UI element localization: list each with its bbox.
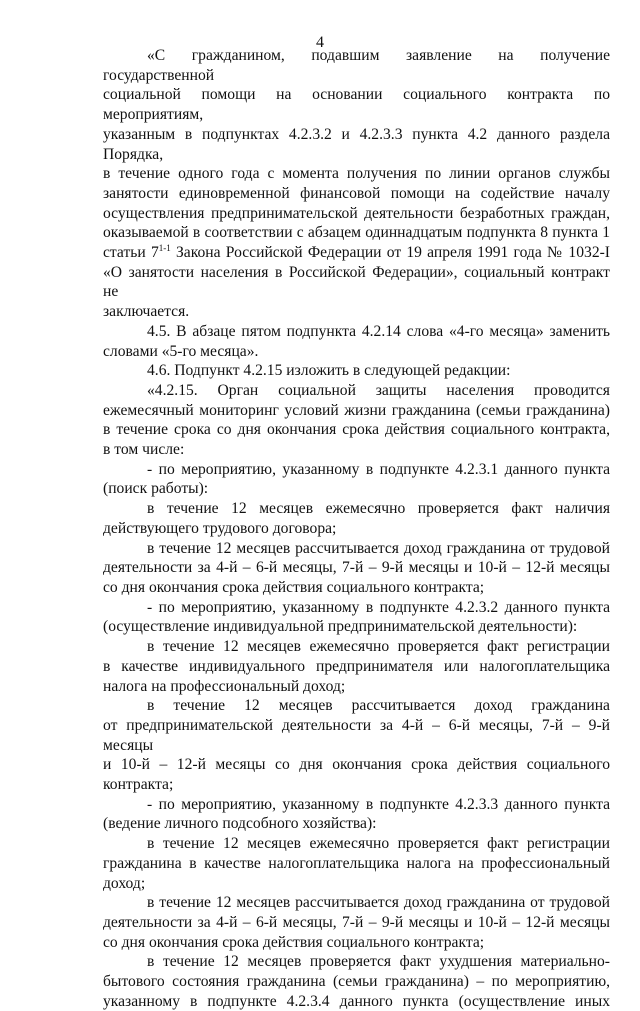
text-line: деятельности за 4-й – 6-й месяцы, 7-й – 9-й месяцы и 10-й – 12-й месяцы	[103, 559, 610, 577]
list-item	[103, 460, 610, 499]
list-item	[103, 696, 610, 795]
paragraph-4-6	[103, 361, 610, 381]
law-article: статьи 7	[103, 244, 159, 262]
text-line: в течение 12 месяцев ежемесячно проверяется факт регистрации	[147, 638, 610, 656]
law-article-superscript: 1-1	[158, 242, 171, 253]
list-item	[103, 952, 610, 1011]
text-line: «О занятости населения в Российской Федерации», социальный контракт не	[103, 263, 610, 301]
text-line: со дня окончания срока действия социального контракта;	[103, 933, 485, 951]
text-line: занятости единовременной финансовой помощи на содействие началу	[103, 184, 610, 202]
text-line: - по мероприятию, указанному в подпункте 4.2.3.3 данного пункта	[147, 795, 610, 813]
text-line: «С гражданином, подавшим заявление на получение государственной	[103, 47, 610, 84]
text-line: и 10-й – 12-й месяцы со дня окончания срока действия социального	[103, 756, 610, 774]
list-item	[103, 598, 610, 637]
word: гражданина	[531, 697, 610, 715]
text-line: словами «5-го месяца».	[103, 342, 259, 360]
law-reference-line	[103, 243, 610, 263]
word: доход	[474, 697, 513, 715]
text-line: указанному в подпункте 4.2.3.4 данного пункта (осуществление иных	[103, 992, 610, 1010]
list-item	[103, 795, 610, 834]
text-line: - по мероприятию, указанному в подпункте 4.2.3.1 данного пункта	[147, 460, 610, 478]
law-title: Закона Российской Федерации от 19 апреля 1991 года № 1032-I	[170, 244, 610, 262]
paragraph-4-2-15	[103, 381, 610, 460]
text-line: 4.5. В абзаце пятом подпункта 4.2.14 слова «4-го месяца» заменить	[147, 322, 610, 340]
word: в	[147, 697, 155, 715]
list-item	[103, 834, 610, 893]
text-line: в течение одного года с момента получения по линии органов службы	[103, 165, 610, 183]
text-line: контракта;	[103, 776, 174, 794]
spaced-line	[103, 381, 610, 401]
spaced-line	[103, 696, 610, 716]
text-line: оказываемой в соответствии с абзацем одиннадцатым подпункта 8 пункта 1	[103, 224, 610, 242]
text-line: (ведение личного подсобного хозяйства):	[103, 815, 377, 833]
text-line: ежемесячный мониторинг условий жизни гражданина (семьи гражданина)	[103, 401, 610, 419]
word: населения	[446, 381, 515, 399]
list-item	[103, 539, 610, 598]
word: течение	[173, 697, 226, 715]
document-body	[103, 46, 610, 1011]
word: рассчитывается	[351, 697, 456, 715]
text-line: осуществления предпринимательской деятельности безработных граждан,	[103, 204, 610, 222]
list-item	[103, 893, 610, 952]
text-line: в течение срока со дня окончания срока действия социального контракта,	[103, 421, 610, 439]
text-line: гражданина в качестве налогоплательщика налога на профессиональный	[103, 854, 610, 872]
word: месяцев	[278, 697, 333, 715]
word: социальной	[278, 381, 356, 399]
text-line: в том числе:	[103, 441, 185, 459]
text-line: 4.6. Подпункт 4.2.15 изложить в следующей редакции:	[147, 362, 511, 380]
text-line: (поиск работы):	[103, 480, 209, 498]
text-line: доход;	[103, 874, 146, 892]
text-line: в течение 12 месяцев проверяется факт ухудшения материально-	[147, 953, 610, 971]
word: проводится	[534, 381, 610, 399]
word: Орган	[217, 381, 259, 399]
word: 12	[244, 697, 260, 715]
text-line: - по мероприятию, указанному в подпункте 4.2.3.2 данного пункта	[147, 598, 610, 616]
page-number: 4	[316, 34, 324, 51]
text-line: в течение 12 месяцев ежемесячно проверяется факт регистрации	[147, 835, 610, 853]
paragraph-quote-contract	[103, 46, 610, 322]
text-line: налога на профессиональный доход;	[103, 677, 346, 695]
word: защиты	[375, 381, 427, 399]
text-line: бытового состояния гражданина (семьи гражданина) – по мероприятию,	[103, 973, 610, 991]
paragraph-4-5	[103, 322, 610, 361]
text-line: от предпринимательской деятельности за 4-й – 6-й месяцы, 7-й – 9-й месяцы	[103, 716, 610, 754]
text-line: указанным в подпунктах 4.2.3.2 и 4.2.3.3 пункта 4.2 данного раздела Порядка,	[103, 125, 610, 163]
word: «4.2.15.	[147, 381, 198, 399]
text-line: в качестве индивидуального предпринимателя или налогоплательщика	[103, 657, 610, 675]
list-item	[103, 637, 610, 696]
list-item	[103, 499, 610, 538]
text-line: в течение 12 месяцев рассчитывается доход гражданина от трудовой	[147, 894, 610, 912]
text-line: в течение 12 месяцев ежемесячно проверяется факт наличия	[147, 500, 610, 518]
text-line: социальной помощи на основании социального контракта по мероприятиям,	[103, 86, 610, 124]
text-line: заключается.	[103, 303, 190, 321]
text-line: действующего трудового договора;	[103, 519, 337, 537]
text-line: в течение 12 месяцев рассчитывается доход гражданина от трудовой	[147, 539, 610, 557]
text-line: со дня окончания срока действия социального контракта;	[103, 578, 485, 596]
text-line: (осуществление индивидуальной предпринимательской деятельности):	[103, 618, 578, 636]
text-line: деятельности за 4-й – 6-й месяцы, 7-й – 9-й месяцы и 10-й – 12-й месяцы	[103, 913, 610, 931]
